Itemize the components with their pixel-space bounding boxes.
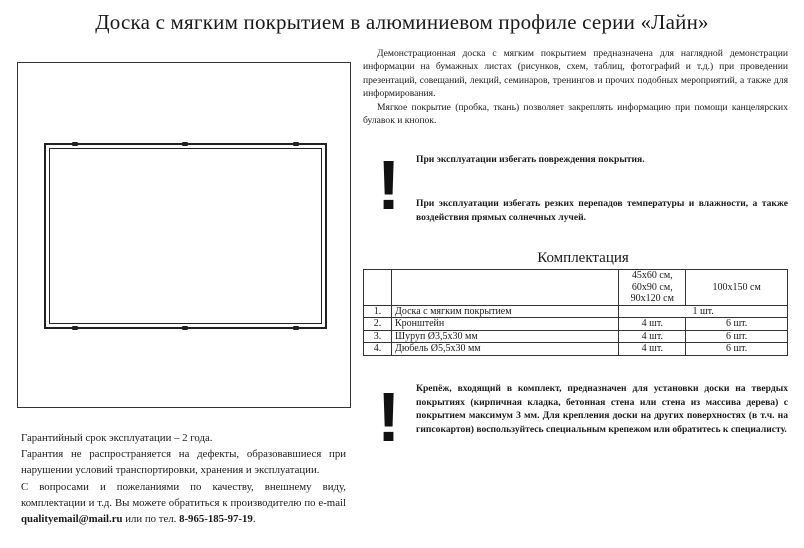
- row-qty-small: 4 шт.: [619, 318, 686, 331]
- contact-or-tel: или по тел.: [125, 513, 177, 526]
- board-surface: [49, 148, 322, 324]
- contact-phone[interactable]: 8-965-185-97-19: [179, 513, 253, 526]
- page-title: Доска с мягким покрытием в алюминиевом профиле серии «Лайн»: [95, 10, 709, 34]
- clip-top-left: [72, 142, 78, 146]
- warning-coating: При эксплуатации избегать повреждения покрытия.: [416, 154, 645, 165]
- row-qty-small: 4 шт.: [619, 343, 686, 356]
- table-row: [364, 330, 788, 343]
- row-qty-large: 6 шт.: [686, 318, 788, 331]
- clip-bottom-left: [72, 326, 78, 330]
- kit-table-header: [364, 270, 788, 306]
- description-paragraph-2: Мягкое покрытие (пробка, ткань) позволяет закреплять информацию при помощи канцелярских булавок и кнопок.: [363, 101, 788, 127]
- row-name: Доска с мягким покрытием: [392, 305, 619, 318]
- board-illustration: [44, 143, 327, 329]
- row-num: 2.: [364, 318, 392, 331]
- contact-email[interactable]: qualityemail@mail.ru: [21, 513, 123, 526]
- exclamation-icon: !: [377, 378, 401, 456]
- contact-text: С вопросами и пожеланиями по качеству, внешнему виду, комплектации и т.д. Вы можете обратиться к производителю по e-mail: [21, 480, 346, 509]
- header-size-large: 100x150 см: [686, 270, 788, 306]
- kit-title: Комплектация: [537, 250, 629, 266]
- row-qty-small: 4 шт.: [619, 330, 686, 343]
- table-row: [364, 318, 788, 331]
- warning-mounting: Крепёж, входящий в комплект, предназначен для установки доски на твердых покрытиях (кирпичная кладка, бетонная стена или стена из массива дерева) с покрытием максимум 3 мм. Для крепления доски на других поверхностях (в т.ч. на гипсокартон) воспользуйтесь специальным крепежом или обратитесь к специалисту.: [416, 383, 788, 435]
- header-num-cell: [364, 270, 392, 306]
- header-size-small: 45x60 см, 60x90 см, 90x120 см: [619, 270, 686, 306]
- row-qty-large: 6 шт.: [686, 330, 788, 343]
- row-qty-large: 6 шт.: [686, 343, 788, 356]
- description-paragraph-1: Демонстрационная доска с мягким покрытием предназначена для наглядной демонстрации информации на бумажных листах (рисунков, схем, таблиц, фотографий и т.д.) при проведении презентаций, совещаний, лекций, семинаров, тренингов и прочих подобных мероприятий, а также для информирования.: [363, 48, 788, 100]
- row-num: 4.: [364, 343, 392, 356]
- row-num: 3.: [364, 330, 392, 343]
- table-row: [364, 343, 788, 356]
- description: [363, 47, 788, 127]
- row-num: 1.: [364, 305, 392, 318]
- clip-top-center: [182, 142, 188, 146]
- contact-info: [21, 479, 346, 528]
- row-qty-all: 1 шт.: [619, 305, 788, 318]
- table-row: [364, 305, 788, 318]
- clip-top-right: [293, 142, 299, 146]
- contact-end: .: [252, 513, 256, 526]
- warranty-info: [21, 430, 346, 527]
- warranty-period: Гарантийный срок эксплуатации – 2 года.: [21, 432, 213, 444]
- warranty-exclusions: Гарантия не распространяется на дефекты, образовавшиеся при нарушении условий транспортировки, хранения и эксплуатации.: [21, 448, 346, 477]
- header-name-cell: [392, 270, 619, 306]
- row-name: Кронштейн: [392, 318, 619, 331]
- row-name: Шуруп Ø3,5х30 мм: [392, 330, 619, 343]
- product-image-frame: [17, 62, 351, 408]
- clip-bottom-center: [182, 326, 188, 330]
- row-name: Дюбель Ø5,5х30 мм: [392, 343, 619, 356]
- clip-bottom-right: [293, 326, 299, 330]
- exclamation-icon: !: [377, 146, 401, 224]
- warning-temperature: При эксплуатации избегать резких перепадов температуры и влажности, а также воздействия прямых солнечных лучей.: [416, 198, 788, 223]
- kit-table: [363, 269, 788, 356]
